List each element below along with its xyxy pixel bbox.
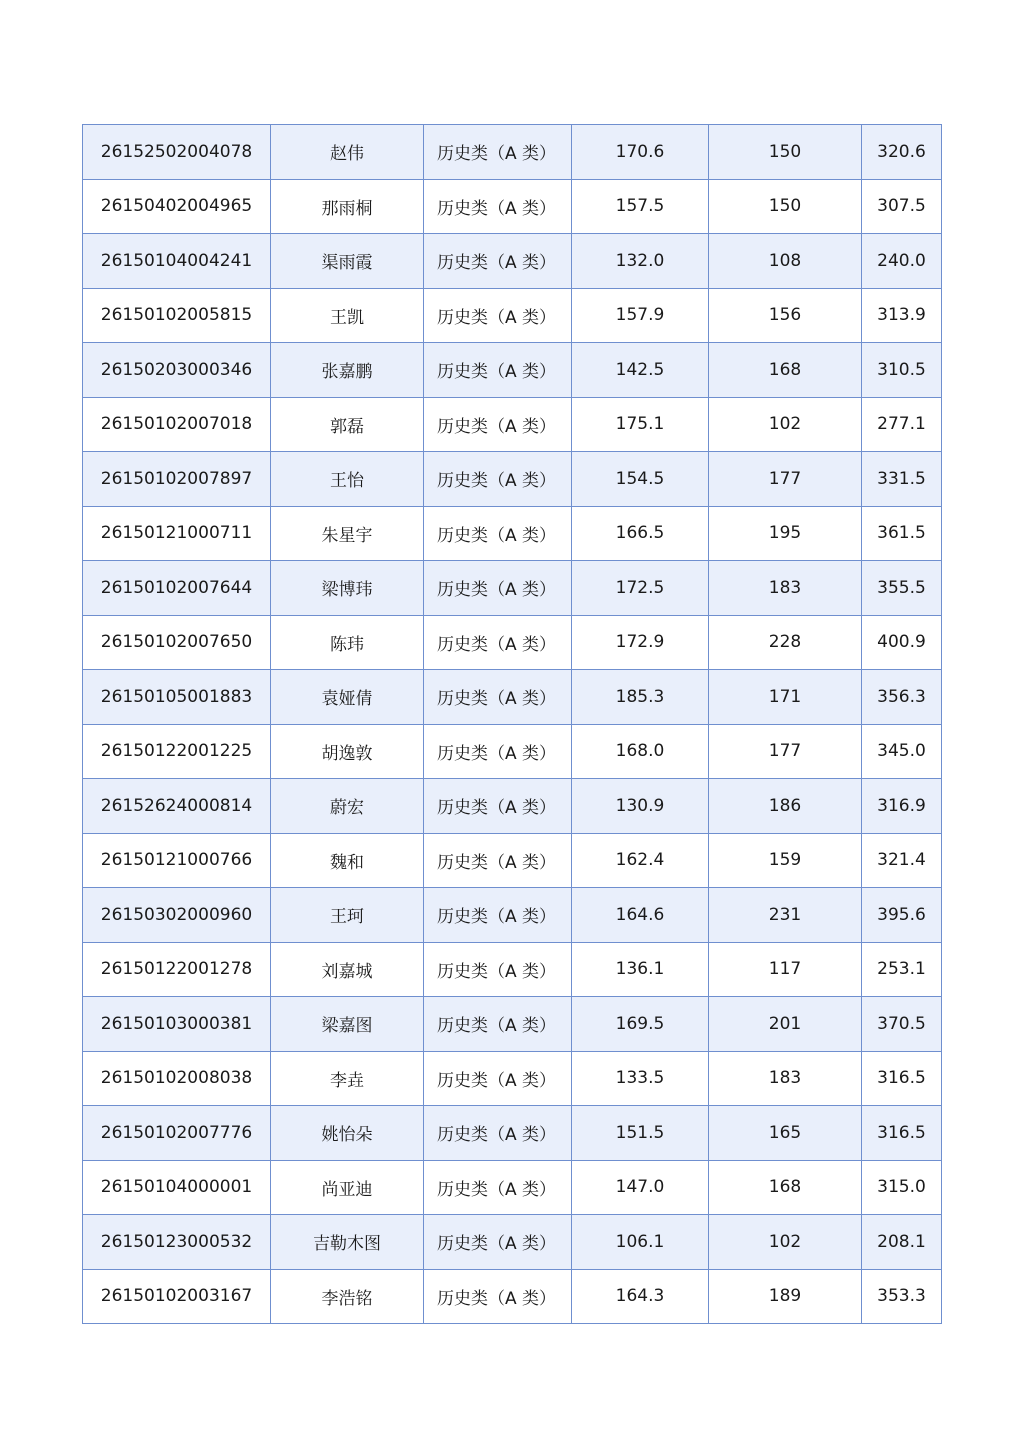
- score-1-cell: 172.9: [572, 615, 709, 670]
- table-row: [83, 942, 942, 997]
- candidate-name-cell: 渠雨霞: [271, 234, 424, 289]
- total-score-cell: 320.6: [862, 125, 942, 180]
- score-2-cell: 228: [709, 615, 862, 670]
- category-cell: 历史类（A 类）: [424, 615, 572, 670]
- score-1-cell: 185.3: [572, 670, 709, 725]
- candidate-id-cell: 26150121000766: [83, 833, 271, 888]
- category-cell: 历史类（A 类）: [424, 724, 572, 779]
- total-score-cell: 208.1: [862, 1215, 942, 1270]
- candidate-id-cell: 26150102007650: [83, 615, 271, 670]
- candidate-name-cell: 吉勒木图: [271, 1215, 424, 1270]
- candidate-id-cell: 26150102008038: [83, 1051, 271, 1106]
- category-cell: 历史类（A 类）: [424, 506, 572, 561]
- candidate-name-cell: 魏和: [271, 833, 424, 888]
- candidate-name-cell: 张嘉鹏: [271, 343, 424, 398]
- score-1-cell: 169.5: [572, 997, 709, 1052]
- table-row: [83, 506, 942, 561]
- table-row: [83, 833, 942, 888]
- table-row: [83, 125, 942, 180]
- category-cell: 历史类（A 类）: [424, 234, 572, 289]
- score-1-cell: 130.9: [572, 779, 709, 834]
- total-score-cell: 316.9: [862, 779, 942, 834]
- score-1-cell: 147.0: [572, 1160, 709, 1215]
- score-2-cell: 102: [709, 397, 862, 452]
- candidate-id-cell: 26152502004078: [83, 125, 271, 180]
- candidate-id-cell: 26150105001883: [83, 670, 271, 725]
- category-cell: 历史类（A 类）: [424, 670, 572, 725]
- score-1-cell: 164.6: [572, 888, 709, 943]
- candidate-name-cell: 朱星宇: [271, 506, 424, 561]
- candidate-name-cell: 李垚: [271, 1051, 424, 1106]
- score-1-cell: 157.5: [572, 179, 709, 234]
- candidate-name-cell: 刘嘉城: [271, 942, 424, 997]
- category-cell: 历史类（A 类）: [424, 288, 572, 343]
- candidate-id-cell: 26150104000001: [83, 1160, 271, 1215]
- table-row: [83, 288, 942, 343]
- category-cell: 历史类（A 类）: [424, 343, 572, 398]
- score-2-cell: 171: [709, 670, 862, 725]
- total-score-cell: 316.5: [862, 1051, 942, 1106]
- score-2-cell: 189: [709, 1269, 862, 1324]
- total-score-cell: 277.1: [862, 397, 942, 452]
- candidate-name-cell: 郭磊: [271, 397, 424, 452]
- score-2-cell: 201: [709, 997, 862, 1052]
- score-1-cell: 132.0: [572, 234, 709, 289]
- score-1-cell: 162.4: [572, 833, 709, 888]
- score-1-cell: 172.5: [572, 561, 709, 616]
- category-cell: 历史类（A 类）: [424, 1106, 572, 1161]
- candidate-id-cell: 26150122001225: [83, 724, 271, 779]
- total-score-cell: 313.9: [862, 288, 942, 343]
- candidate-id-cell: 26150104004241: [83, 234, 271, 289]
- score-2-cell: 183: [709, 1051, 862, 1106]
- score-2-cell: 150: [709, 179, 862, 234]
- score-table-body: [83, 125, 942, 1324]
- candidate-id-cell: 26150302000960: [83, 888, 271, 943]
- candidate-id-cell: 26150102007018: [83, 397, 271, 452]
- table-row: [83, 343, 942, 398]
- candidate-id-cell: 26150402004965: [83, 179, 271, 234]
- total-score-cell: 361.5: [862, 506, 942, 561]
- total-score-cell: 355.5: [862, 561, 942, 616]
- table-row: [83, 779, 942, 834]
- category-cell: 历史类（A 类）: [424, 1051, 572, 1106]
- candidate-name-cell: 王怡: [271, 452, 424, 507]
- table-row: [83, 452, 942, 507]
- total-score-cell: 370.5: [862, 997, 942, 1052]
- table-row: [83, 888, 942, 943]
- category-cell: 历史类（A 类）: [424, 1269, 572, 1324]
- candidate-id-cell: 26152624000814: [83, 779, 271, 834]
- score-1-cell: 157.9: [572, 288, 709, 343]
- category-cell: 历史类（A 类）: [424, 452, 572, 507]
- candidate-name-cell: 王凯: [271, 288, 424, 343]
- candidate-name-cell: 梁博玮: [271, 561, 424, 616]
- candidate-id-cell: 26150121000711: [83, 506, 271, 561]
- category-cell: 历史类（A 类）: [424, 888, 572, 943]
- total-score-cell: 321.4: [862, 833, 942, 888]
- score-2-cell: 168: [709, 1160, 862, 1215]
- candidate-id-cell: 26150122001278: [83, 942, 271, 997]
- score-2-cell: 117: [709, 942, 862, 997]
- score-1-cell: 166.5: [572, 506, 709, 561]
- total-score-cell: 395.6: [862, 888, 942, 943]
- table-row: [83, 615, 942, 670]
- score-2-cell: 165: [709, 1106, 862, 1161]
- candidate-name-cell: 陈玮: [271, 615, 424, 670]
- category-cell: 历史类（A 类）: [424, 125, 572, 180]
- candidate-name-cell: 赵伟: [271, 125, 424, 180]
- category-cell: 历史类（A 类）: [424, 179, 572, 234]
- category-cell: 历史类（A 类）: [424, 833, 572, 888]
- score-1-cell: 175.1: [572, 397, 709, 452]
- total-score-cell: 353.3: [862, 1269, 942, 1324]
- score-1-cell: 136.1: [572, 942, 709, 997]
- candidate-name-cell: 王珂: [271, 888, 424, 943]
- candidate-name-cell: 姚怡朵: [271, 1106, 424, 1161]
- category-cell: 历史类（A 类）: [424, 1215, 572, 1270]
- category-cell: 历史类（A 类）: [424, 779, 572, 834]
- candidate-id-cell: 26150102007897: [83, 452, 271, 507]
- category-cell: 历史类（A 类）: [424, 942, 572, 997]
- score-1-cell: 164.3: [572, 1269, 709, 1324]
- score-1-cell: 106.1: [572, 1215, 709, 1270]
- candidate-name-cell: 蔚宏: [271, 779, 424, 834]
- score-2-cell: 177: [709, 452, 862, 507]
- table-row: [83, 997, 942, 1052]
- score-2-cell: 102: [709, 1215, 862, 1270]
- total-score-cell: 356.3: [862, 670, 942, 725]
- candidate-id-cell: 26150103000381: [83, 997, 271, 1052]
- table-row: [83, 179, 942, 234]
- score-1-cell: 154.5: [572, 452, 709, 507]
- score-2-cell: 183: [709, 561, 862, 616]
- total-score-cell: 331.5: [862, 452, 942, 507]
- total-score-cell: 307.5: [862, 179, 942, 234]
- table-row: [83, 670, 942, 725]
- table-row: [83, 1106, 942, 1161]
- total-score-cell: 315.0: [862, 1160, 942, 1215]
- score-2-cell: 231: [709, 888, 862, 943]
- candidate-id-cell: 26150102005815: [83, 288, 271, 343]
- candidate-name-cell: 梁嘉图: [271, 997, 424, 1052]
- category-cell: 历史类（A 类）: [424, 561, 572, 616]
- table-row: [83, 561, 942, 616]
- score-1-cell: 170.6: [572, 125, 709, 180]
- total-score-cell: 253.1: [862, 942, 942, 997]
- total-score-cell: 310.5: [862, 343, 942, 398]
- score-2-cell: 177: [709, 724, 862, 779]
- total-score-cell: 240.0: [862, 234, 942, 289]
- category-cell: 历史类（A 类）: [424, 1160, 572, 1215]
- score-2-cell: 156: [709, 288, 862, 343]
- candidate-id-cell: 26150123000532: [83, 1215, 271, 1270]
- score-1-cell: 142.5: [572, 343, 709, 398]
- score-2-cell: 195: [709, 506, 862, 561]
- candidate-name-cell: 那雨桐: [271, 179, 424, 234]
- category-cell: 历史类（A 类）: [424, 397, 572, 452]
- score-2-cell: 150: [709, 125, 862, 180]
- table-row: [83, 397, 942, 452]
- score-2-cell: 168: [709, 343, 862, 398]
- score-2-cell: 108: [709, 234, 862, 289]
- candidate-id-cell: 26150203000346: [83, 343, 271, 398]
- table-row: [83, 1160, 942, 1215]
- score-1-cell: 168.0: [572, 724, 709, 779]
- score-2-cell: 159: [709, 833, 862, 888]
- candidate-name-cell: 尚亚迪: [271, 1160, 424, 1215]
- total-score-cell: 345.0: [862, 724, 942, 779]
- candidate-id-cell: 26150102003167: [83, 1269, 271, 1324]
- candidate-name-cell: 李浩铭: [271, 1269, 424, 1324]
- candidate-id-cell: 26150102007644: [83, 561, 271, 616]
- total-score-cell: 316.5: [862, 1106, 942, 1161]
- table-row: [83, 1051, 942, 1106]
- table-row: [83, 724, 942, 779]
- candidate-name-cell: 袁娅倩: [271, 670, 424, 725]
- category-cell: 历史类（A 类）: [424, 997, 572, 1052]
- candidate-name-cell: 胡逸敦: [271, 724, 424, 779]
- score-1-cell: 151.5: [572, 1106, 709, 1161]
- score-table: [82, 124, 942, 1324]
- total-score-cell: 400.9: [862, 615, 942, 670]
- candidate-id-cell: 26150102007776: [83, 1106, 271, 1161]
- score-2-cell: 186: [709, 779, 862, 834]
- table-row: [83, 1215, 942, 1270]
- table-row: [83, 234, 942, 289]
- table-row: [83, 1269, 942, 1324]
- score-1-cell: 133.5: [572, 1051, 709, 1106]
